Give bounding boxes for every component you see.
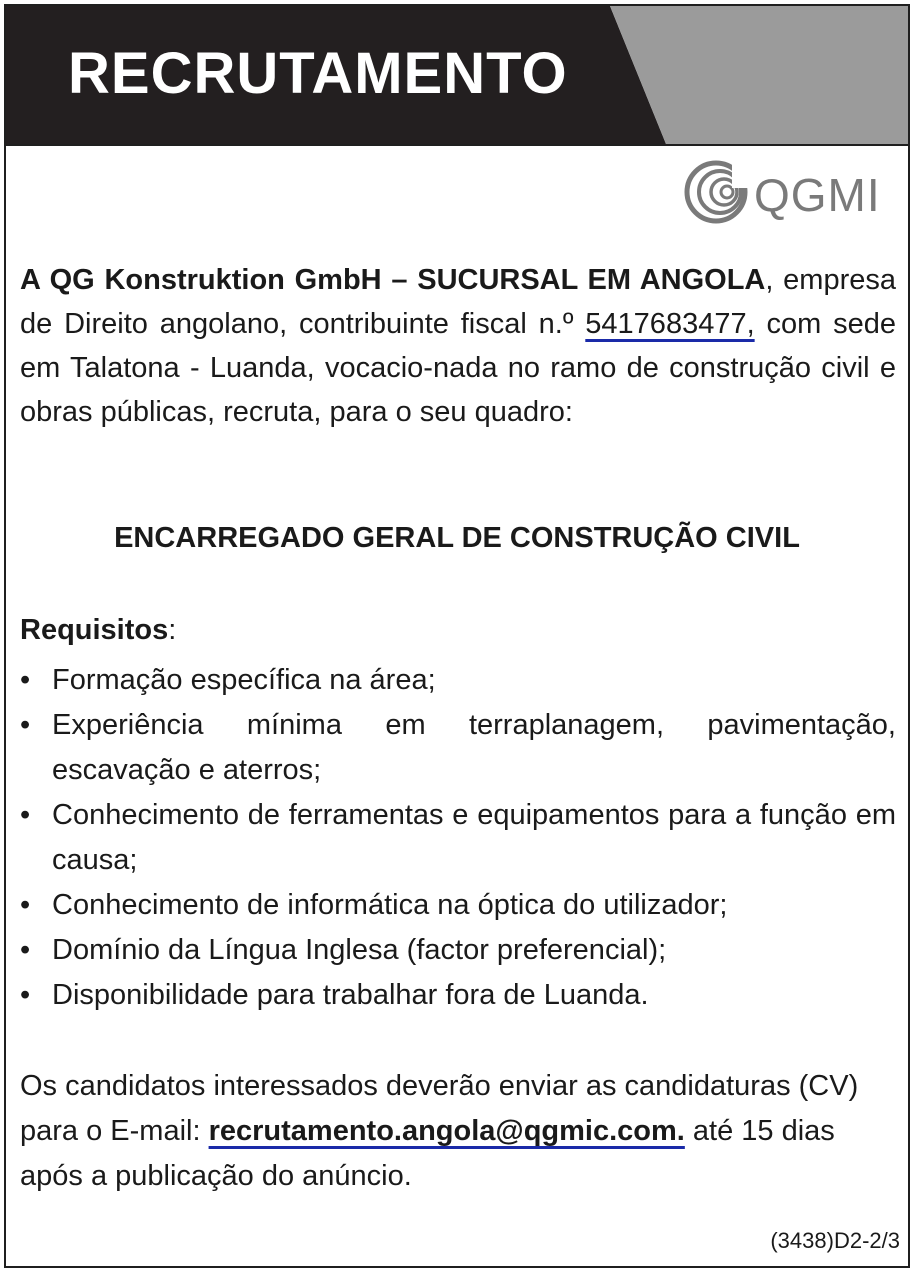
company-name: A QG Konstruktion GmbH – SUCURSAL EM ANGOLA [20,264,766,296]
requirements-heading-label: Requisitos [20,614,169,646]
requirements-heading-colon: : [168,614,177,646]
advertisement-frame [4,4,910,1268]
intro-text-a: , empresa de Direito angolano, contribuinte fiscal n.º [20,264,896,340]
intro-paragraph [20,258,896,434]
list-item [20,793,896,883]
list-item [20,883,896,928]
closing-paragraph [20,1064,896,1199]
header-banner [6,6,908,146]
bullet-icon: • [20,709,31,741]
bullet-icon: • [20,979,31,1011]
closing-text-b: até 15 dias após a publicação do anúncio. [20,1115,835,1192]
page-title: RECRUTAMENTO [68,41,568,106]
list-item-text: Conhecimento de informática na óptica do utilizador; [52,889,728,921]
bullet-icon: • [20,934,31,966]
requirements-heading [20,614,176,647]
intro-text-b: com sede em Talatona - Luanda, vocacio-nada no ramo de construção civil e obras públicas, recruta, para o seu quadro: [20,308,896,428]
requirements-list [20,658,896,1018]
bullet-icon: • [20,799,31,831]
logo-wordmark: QGMI [754,169,881,221]
list-item-text: Conhecimento de ferramentas e equipamentos para a função em causa; [52,799,896,876]
list-item-text: Domínio da Língua Inglesa (factor preferencial); [52,934,667,966]
email-link[interactable]: recrutamento.angola@qgmic.com. [208,1115,685,1147]
list-item [20,703,896,793]
tax-number: 5417683477, [585,308,755,340]
closing-text-a: Os candidatos interessados deverão enviar as candidaturas (CV) para o E-mail: [20,1070,859,1147]
bullet-icon: • [20,664,31,696]
list-item-text: Disponibilidade para trabalhar fora de Luanda. [52,979,649,1011]
position-title: ENCARREGADO GERAL DE CONSTRUÇÃO CIVIL [114,522,800,554]
list-item-text: Experiência mínima em terraplanagem, pavimentação, escavação e aterros; [52,709,896,786]
list-item [20,973,896,1018]
company-logo [682,158,904,226]
reference-code: (3438)D2-2/3 [770,1228,900,1253]
list-item [20,928,896,973]
list-item-text: Formação específica na área; [52,664,436,696]
bullet-icon: • [20,889,31,921]
concentric-rings-logo-icon [682,158,752,226]
list-item [20,658,896,703]
